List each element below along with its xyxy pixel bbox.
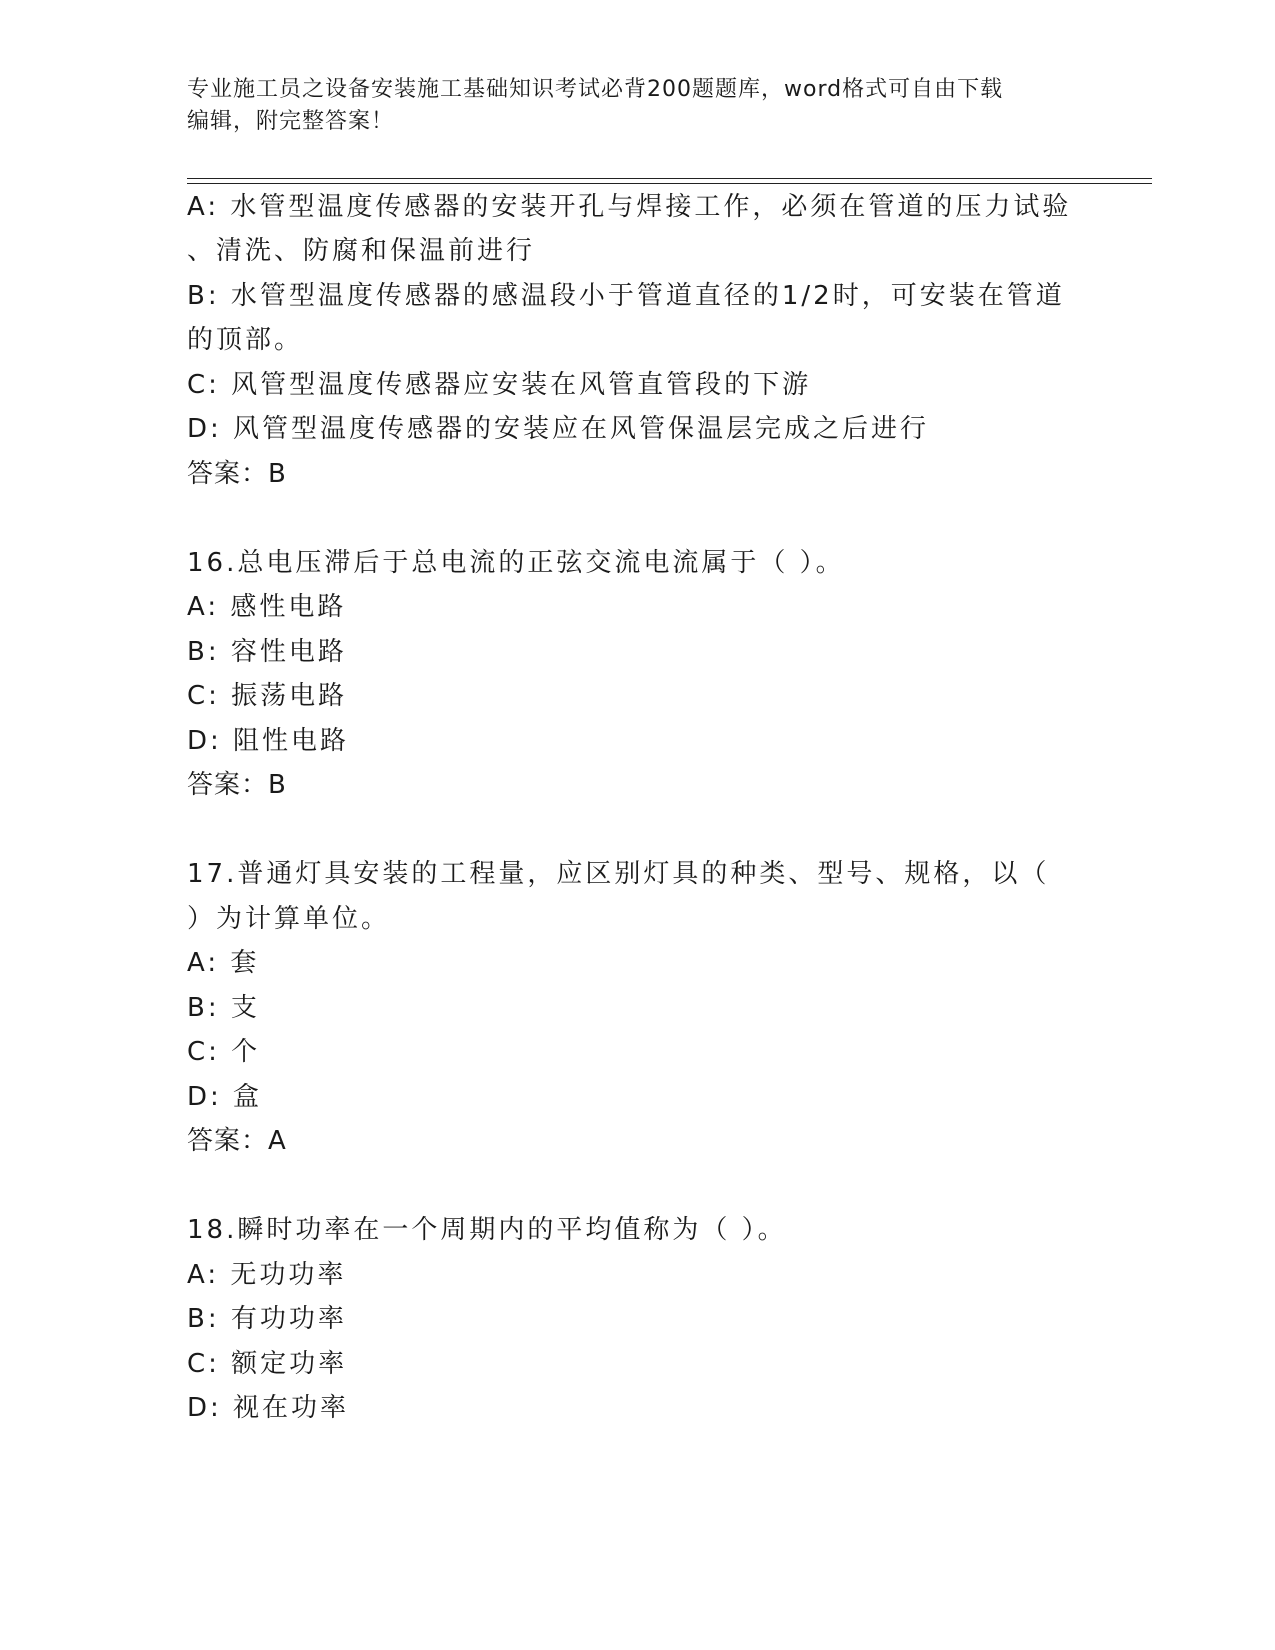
q15-answer: 答案：B: [187, 459, 287, 489]
header-line-1: 专业施工员之设备安装施工基础知识考试必背200题题库，word格式可自由下载: [187, 77, 1004, 102]
q17-option-c: C: 个: [187, 1037, 261, 1067]
q18-question: 18.瞬时功率在一个周期内的平均值称为（ ）。: [187, 1215, 787, 1245]
q18-option-b: B: 有功功率: [187, 1304, 347, 1334]
document-header: [187, 74, 1087, 138]
q15-option-a-line-1: A: 水管型温度传感器的安装开孔与焊接工作，必须在管道的压力试验: [187, 192, 1072, 222]
q16-question: 16.总电压滞后于总电流的正弦交流电流属于（ ）。: [187, 548, 845, 578]
q15-option-d: D: 风管型温度传感器的安装应在风管保温层完成之后进行: [187, 414, 930, 444]
q16-option-b: B: 容性电路: [187, 637, 347, 667]
header-line-2: 编辑，附完整答案！: [187, 109, 395, 134]
q16-option-c: C: 振荡电路: [187, 681, 348, 711]
q16-option-a: A: 感性电路: [187, 592, 347, 622]
q18-option-d: D: 视在功率: [187, 1393, 350, 1423]
header-divider-bottom: [187, 183, 1152, 184]
q17-option-a: A: 套: [187, 948, 260, 978]
q17-question-line-1: 17.普通灯具安装的工程量，应区别灯具的种类、型号、规格，以（: [187, 859, 1050, 889]
q18-option-a: A: 无功功率: [187, 1260, 347, 1290]
q17-option-d: D: 盒: [187, 1082, 263, 1112]
header-divider-top: [187, 178, 1152, 179]
q15-option-b-line-1: B: 水管型温度传感器的感温段小于管道直径的1/2时，可安装在管道: [187, 281, 1065, 311]
q15-option-c: C: 风管型温度传感器应安装在风管直管段的下游: [187, 370, 812, 400]
q17-option-b: B: 支: [187, 993, 260, 1023]
q15-option-b-line-2: 的顶部。: [187, 325, 304, 355]
q16-option-d: D: 阻性电路: [187, 726, 350, 756]
q17-answer: 答案：A: [187, 1126, 287, 1156]
q16-answer: 答案：B: [187, 770, 287, 800]
q15-option-a-line-2: 、清洗、防腐和保温前进行: [187, 236, 536, 266]
q17-question-line-2: ）为计算单位。: [187, 904, 391, 934]
q18-option-c: C: 额定功率: [187, 1349, 348, 1379]
